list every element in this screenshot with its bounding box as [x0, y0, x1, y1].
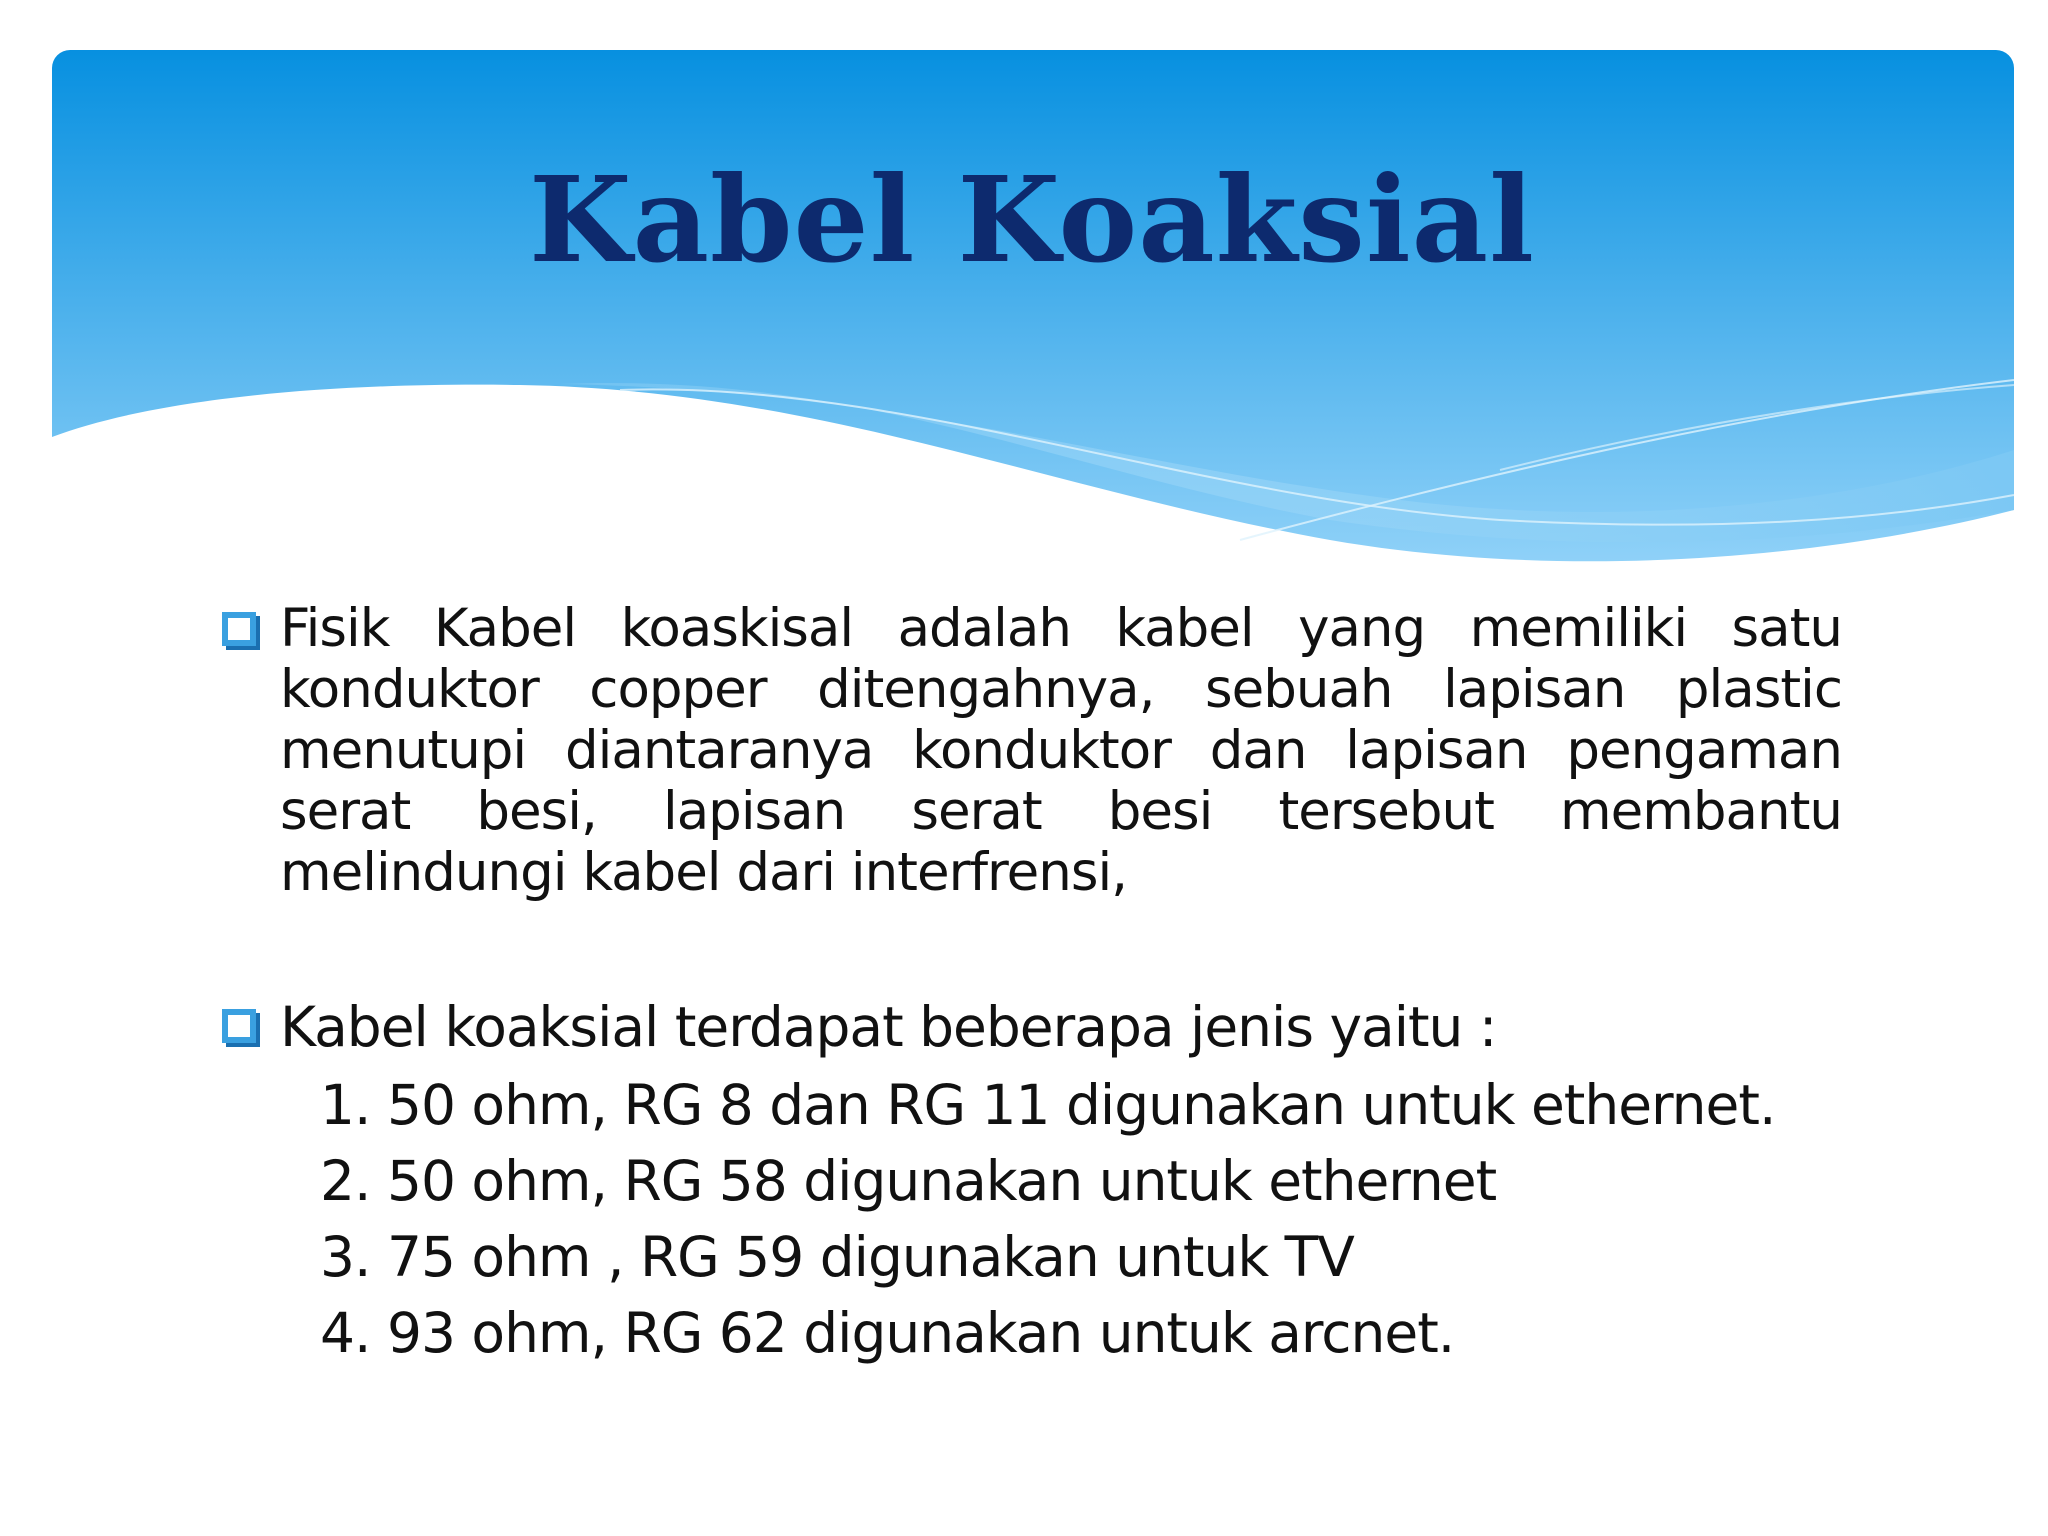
- square-bullet-icon: [222, 1009, 256, 1043]
- list-item: 4. 93 ohm, RG 62 digunakan untuk arcnet.: [320, 1301, 1455, 1365]
- list-item: 1. 50 ohm, RG 8 dan RG 11 digunakan untuk ethernet.: [320, 1073, 1776, 1137]
- cable-types-list: [280, 1067, 1842, 1371]
- bullet-text: Fisik Kabel koaskisal adalah kabel yang memiliki satu konduktor copper ditengahnya, sebuah lapisan plastic menutupi diantaranya konduktor dan lapisan pengaman serat besi, lapisan serat besi tersebut membantu melindungi kabel dari interfrensi,: [280, 598, 1842, 903]
- slide-content: [222, 598, 1842, 1371]
- bullet-item-types: [222, 995, 1842, 1371]
- slide-title: Kabel Koaksial: [529, 150, 1535, 289]
- bullet-text: Kabel koaksial terdapat beberapa jenis yaitu :: [280, 995, 1497, 1059]
- bullet-item-description: [222, 598, 1842, 903]
- list-item: 2. 50 ohm, RG 58 digunakan untuk ethernet: [320, 1149, 1497, 1213]
- square-bullet-icon: [222, 612, 256, 646]
- header-wave-banner: [0, 0, 2048, 600]
- list-item: 3. 75 ohm , RG 59 digunakan untuk TV: [320, 1225, 1354, 1289]
